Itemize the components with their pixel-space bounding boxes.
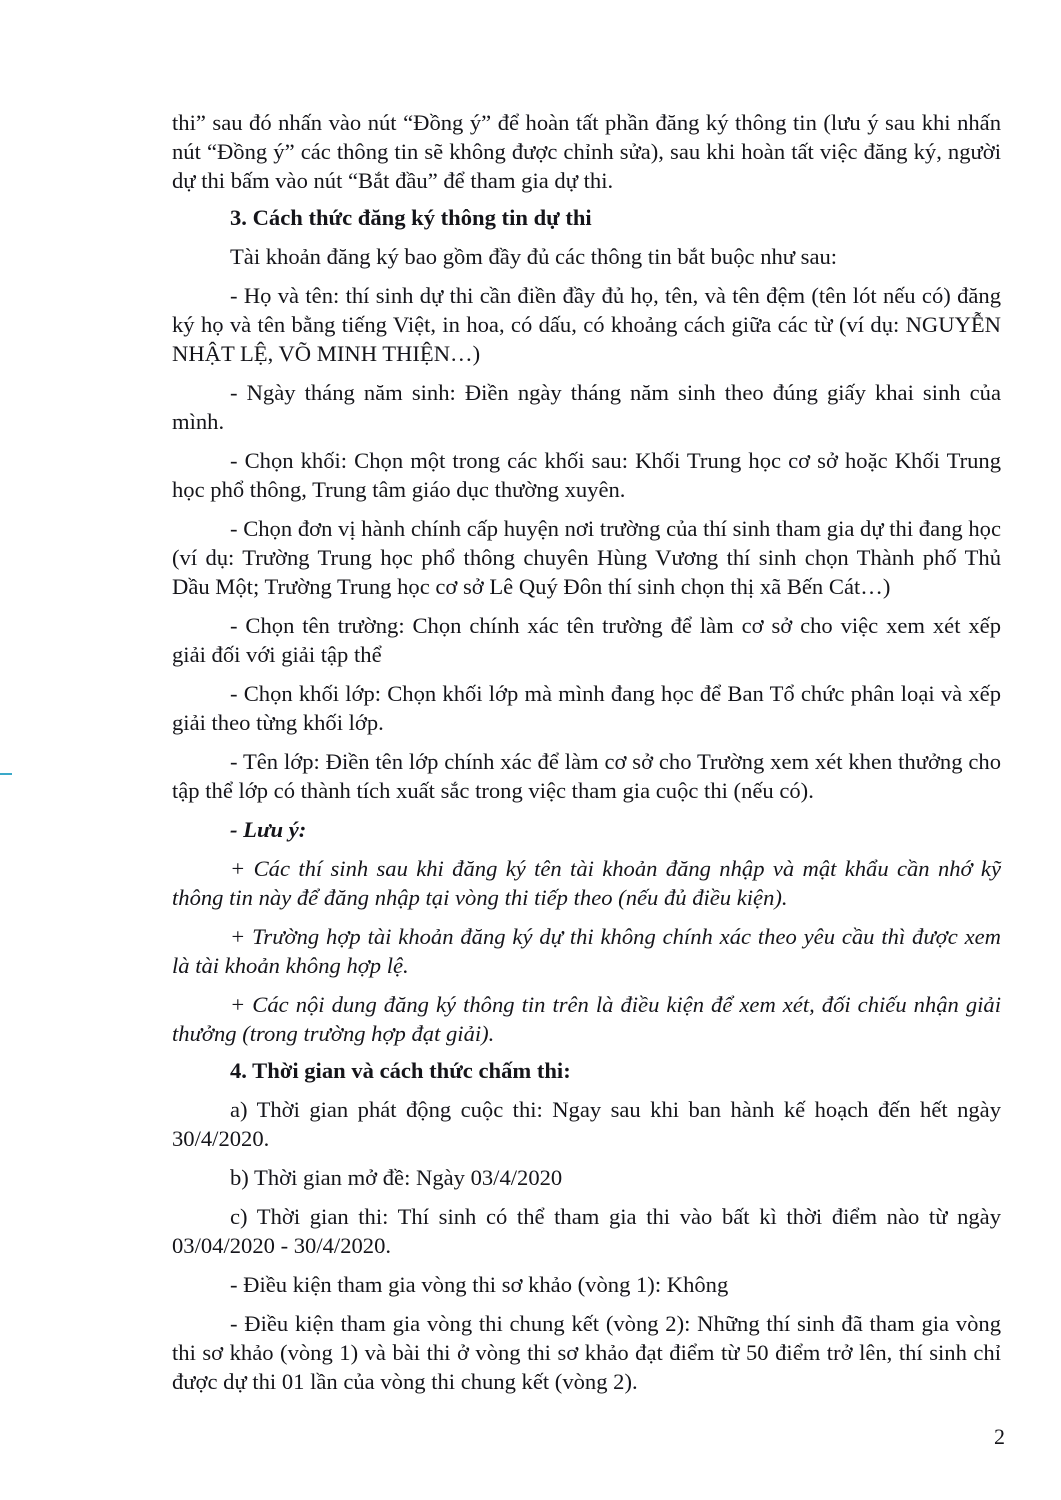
section-3-intro: Tài khoản đăng ký bao gồm đầy đủ các thông tin bắt buộc như sau: <box>230 244 838 269</box>
field-date-of-birth: - Ngày tháng năm sinh: Điền ngày tháng năm sinh theo đúng giấy khai sinh của mình. <box>172 380 1001 434</box>
field-class-name: - Tên lớp: Điền tên lớp chính xác để làm cơ sở cho Trường xem xét khen thưởng cho tập thể lớp có thành tích xuất sắc trong việc tham gia cuộc thi (nếu có). <box>172 749 1001 803</box>
condition-round-1: - Điều kiện tham gia vòng thi sơ khảo (vòng 1): Không <box>230 1272 729 1297</box>
condition-round-2: - Điều kiện tham gia vòng thi chung kết (vòng 2): Những thí sinh đã tham gia vòng thi sơ khảo (vòng 1) và bài thi ở vòng thi sơ khảo đạt điểm từ 50 điểm trở lên, thí sinh chỉ được dự thi 01 lần của vòng thi chung kết (vòng 2). <box>172 1311 1001 1394</box>
section-3-heading: 3. Cách thức đăng ký thông tin dự thi <box>230 205 592 230</box>
page-number: 2 <box>994 1424 1005 1449</box>
note-item: + Trường hợp tài khoản đăng ký dự thi không chính xác theo yêu cầu thì được xem là tài khoản không hợp lệ. <box>172 924 1001 978</box>
field-school: - Chọn tên trường: Chọn chính xác tên trường để làm cơ sở cho việc xem xét xếp giải đối với giải tập thể <box>172 613 1001 667</box>
section-4-heading: 4. Thời gian và cách thức chấm thi: <box>230 1058 571 1083</box>
field-district: - Chọn đơn vị hành chính cấp huyện nơi trường của thí sinh tham gia dự thi đang học (ví dụ: Trường Trung học phổ thông chuyên Hùng Vương thí sinh chọn Thành phố Thủ Dầu Một; Trường Trung học cơ sở Lê Quý Đôn thí sinh chọn thị xã Bến Cát…) <box>172 516 1001 599</box>
field-full-name: - Họ và tên: thí sinh dự thi cần điền đầy đủ họ, tên, và tên đệm (tên lót nếu có) đăng ký họ và tên bằng tiếng Việt, in hoa, có dấu, có khoảng cách giữa các từ (ví dụ: NGUYỄN NHẬT LỆ, VÕ MINH THIỆN…) <box>172 283 1001 366</box>
schedule-exam-period: c) Thời gian thi: Thí sinh có thể tham gia thi vào bất kì thời điểm nào từ ngày 03/04/2020 - 30/4/2020. <box>172 1204 1001 1258</box>
note-title: - Lưu ý: <box>230 817 307 842</box>
field-level: - Chọn khối: Chọn một trong các khối sau: Khối Trung học cơ sở hoặc Khối Trung học phổ thông, Trung tâm giáo dục thường xuyên. <box>172 448 1001 502</box>
field-grade: - Chọn khối lớp: Chọn khối lớp mà mình đang học để Ban Tổ chức phân loại và xếp giải theo từng khối lớp. <box>172 681 1001 735</box>
continuation-paragraph: thi” sau đó nhấn vào nút “Đồng ý” để hoàn tất phần đăng ký thông tin (lưu ý sau khi nhấn nút “Đồng ý” các thông tin sẽ không được chỉnh sửa), sau khi hoàn tất việc đăng ký, người dự thi bấm vào nút “Bắt đầu” để tham gia dự thi. <box>172 110 1001 193</box>
note-item: + Các nội dung đăng ký thông tin trên là điều kiện để xem xét, đối chiếu nhận giải thưởng (trong trường hợp đạt giải). <box>172 992 1001 1046</box>
schedule-open: b) Thời gian mở đề: Ngày 03/4/2020 <box>230 1165 563 1190</box>
note-item: + Các thí sinh sau khi đăng ký tên tài khoản đăng nhập và mật khẩu cần nhớ kỹ thông tin này để đăng nhập tại vòng thi tiếp theo (nếu đủ điều kiện). <box>172 856 1001 910</box>
scan-margin-mark <box>0 773 12 775</box>
schedule-launch: a) Thời gian phát động cuộc thi: Ngay sau khi ban hành kế hoạch đến hết ngày 30/4/2020. <box>172 1097 1001 1151</box>
